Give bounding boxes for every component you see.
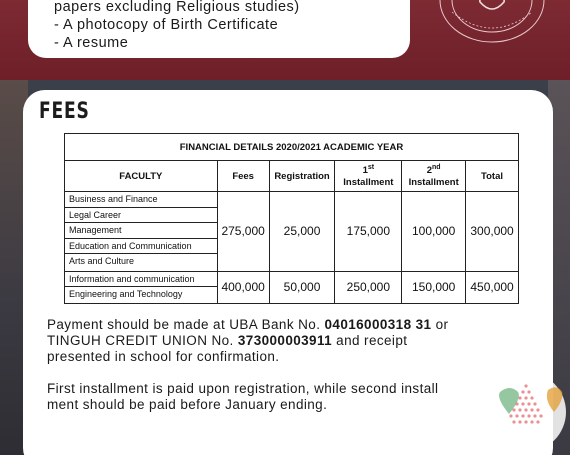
registration-value: 50,000 [269,271,335,303]
second-installment-value: 100,000 [402,192,466,272]
header-registration: Registration [269,161,335,192]
faculty-name: Legal Career [65,208,217,224]
header-label: Installment [408,176,459,188]
payment-text: or [431,317,449,332]
payment-text: and receipt [332,333,408,348]
registration-value: 25,000 [269,192,335,272]
payment-text: Payment should be made at UBA Bank No. [47,317,325,332]
uba-account-number: 04016000318 31 [324,317,432,332]
first-installment-value: 175,000 [335,192,402,272]
school-crest-logo [432,0,552,52]
faculty-name: Arts and Culture [69,256,135,267]
requirement-line: - A photocopy of Birth Certificate [54,17,279,33]
installment-text: First installment is paid upon registration, while second install [47,381,439,396]
header-second-installment [402,161,466,192]
payment-paragraph [47,317,448,365]
total-value: 300,000 [466,192,519,272]
faculty-name: Education and Communication [65,239,217,255]
installment-note [47,381,438,413]
total-value: 450,000 [466,271,519,303]
header-total: Total [466,161,519,192]
ordinal-suffix: st [367,164,375,172]
payment-text: presented in school for confirmation. [47,349,280,364]
faculty-name: Management [65,223,217,239]
table-caption: FINANCIAL DETAILS 2020/2021 ACADEMIC YEAR [65,134,519,161]
section-title: FEES [39,99,90,124]
fees-value: 400,000 [217,271,269,303]
requirement-line: - A resume [54,35,129,51]
faculty-name: Business and Finance [65,192,217,208]
faculty-list [65,192,218,272]
header-first-installment [335,161,402,192]
fees-value: 275,000 [217,192,269,272]
first-installment-value: 250,000 [335,271,402,303]
ordinal-number: 1 [362,165,368,177]
faculty-name: Information and communication [65,272,217,288]
installment-text: ment should be paid before January ending. [47,397,328,412]
header-faculty: FACULTY [65,161,218,192]
faculty-name: Engineering and Technology [69,289,183,300]
watermark-badge [486,372,566,452]
payment-text: TINGUH CREDIT UNION No. [47,333,238,348]
table-row [65,271,519,303]
ordinal-number: 2 [426,165,433,177]
financial-details-table [64,133,519,304]
header-fees: Fees [217,161,269,192]
map-pin-icon [486,372,566,452]
table-row [65,192,519,272]
second-installment-value: 150,000 [402,271,466,303]
faculty-list [65,271,218,303]
header-label: Installment [343,176,394,188]
credit-union-account-number: 373000003911 [237,333,333,348]
requirement-line: papers excluding Religious studies) [54,0,300,15]
ordinal-suffix: nd [432,164,441,172]
